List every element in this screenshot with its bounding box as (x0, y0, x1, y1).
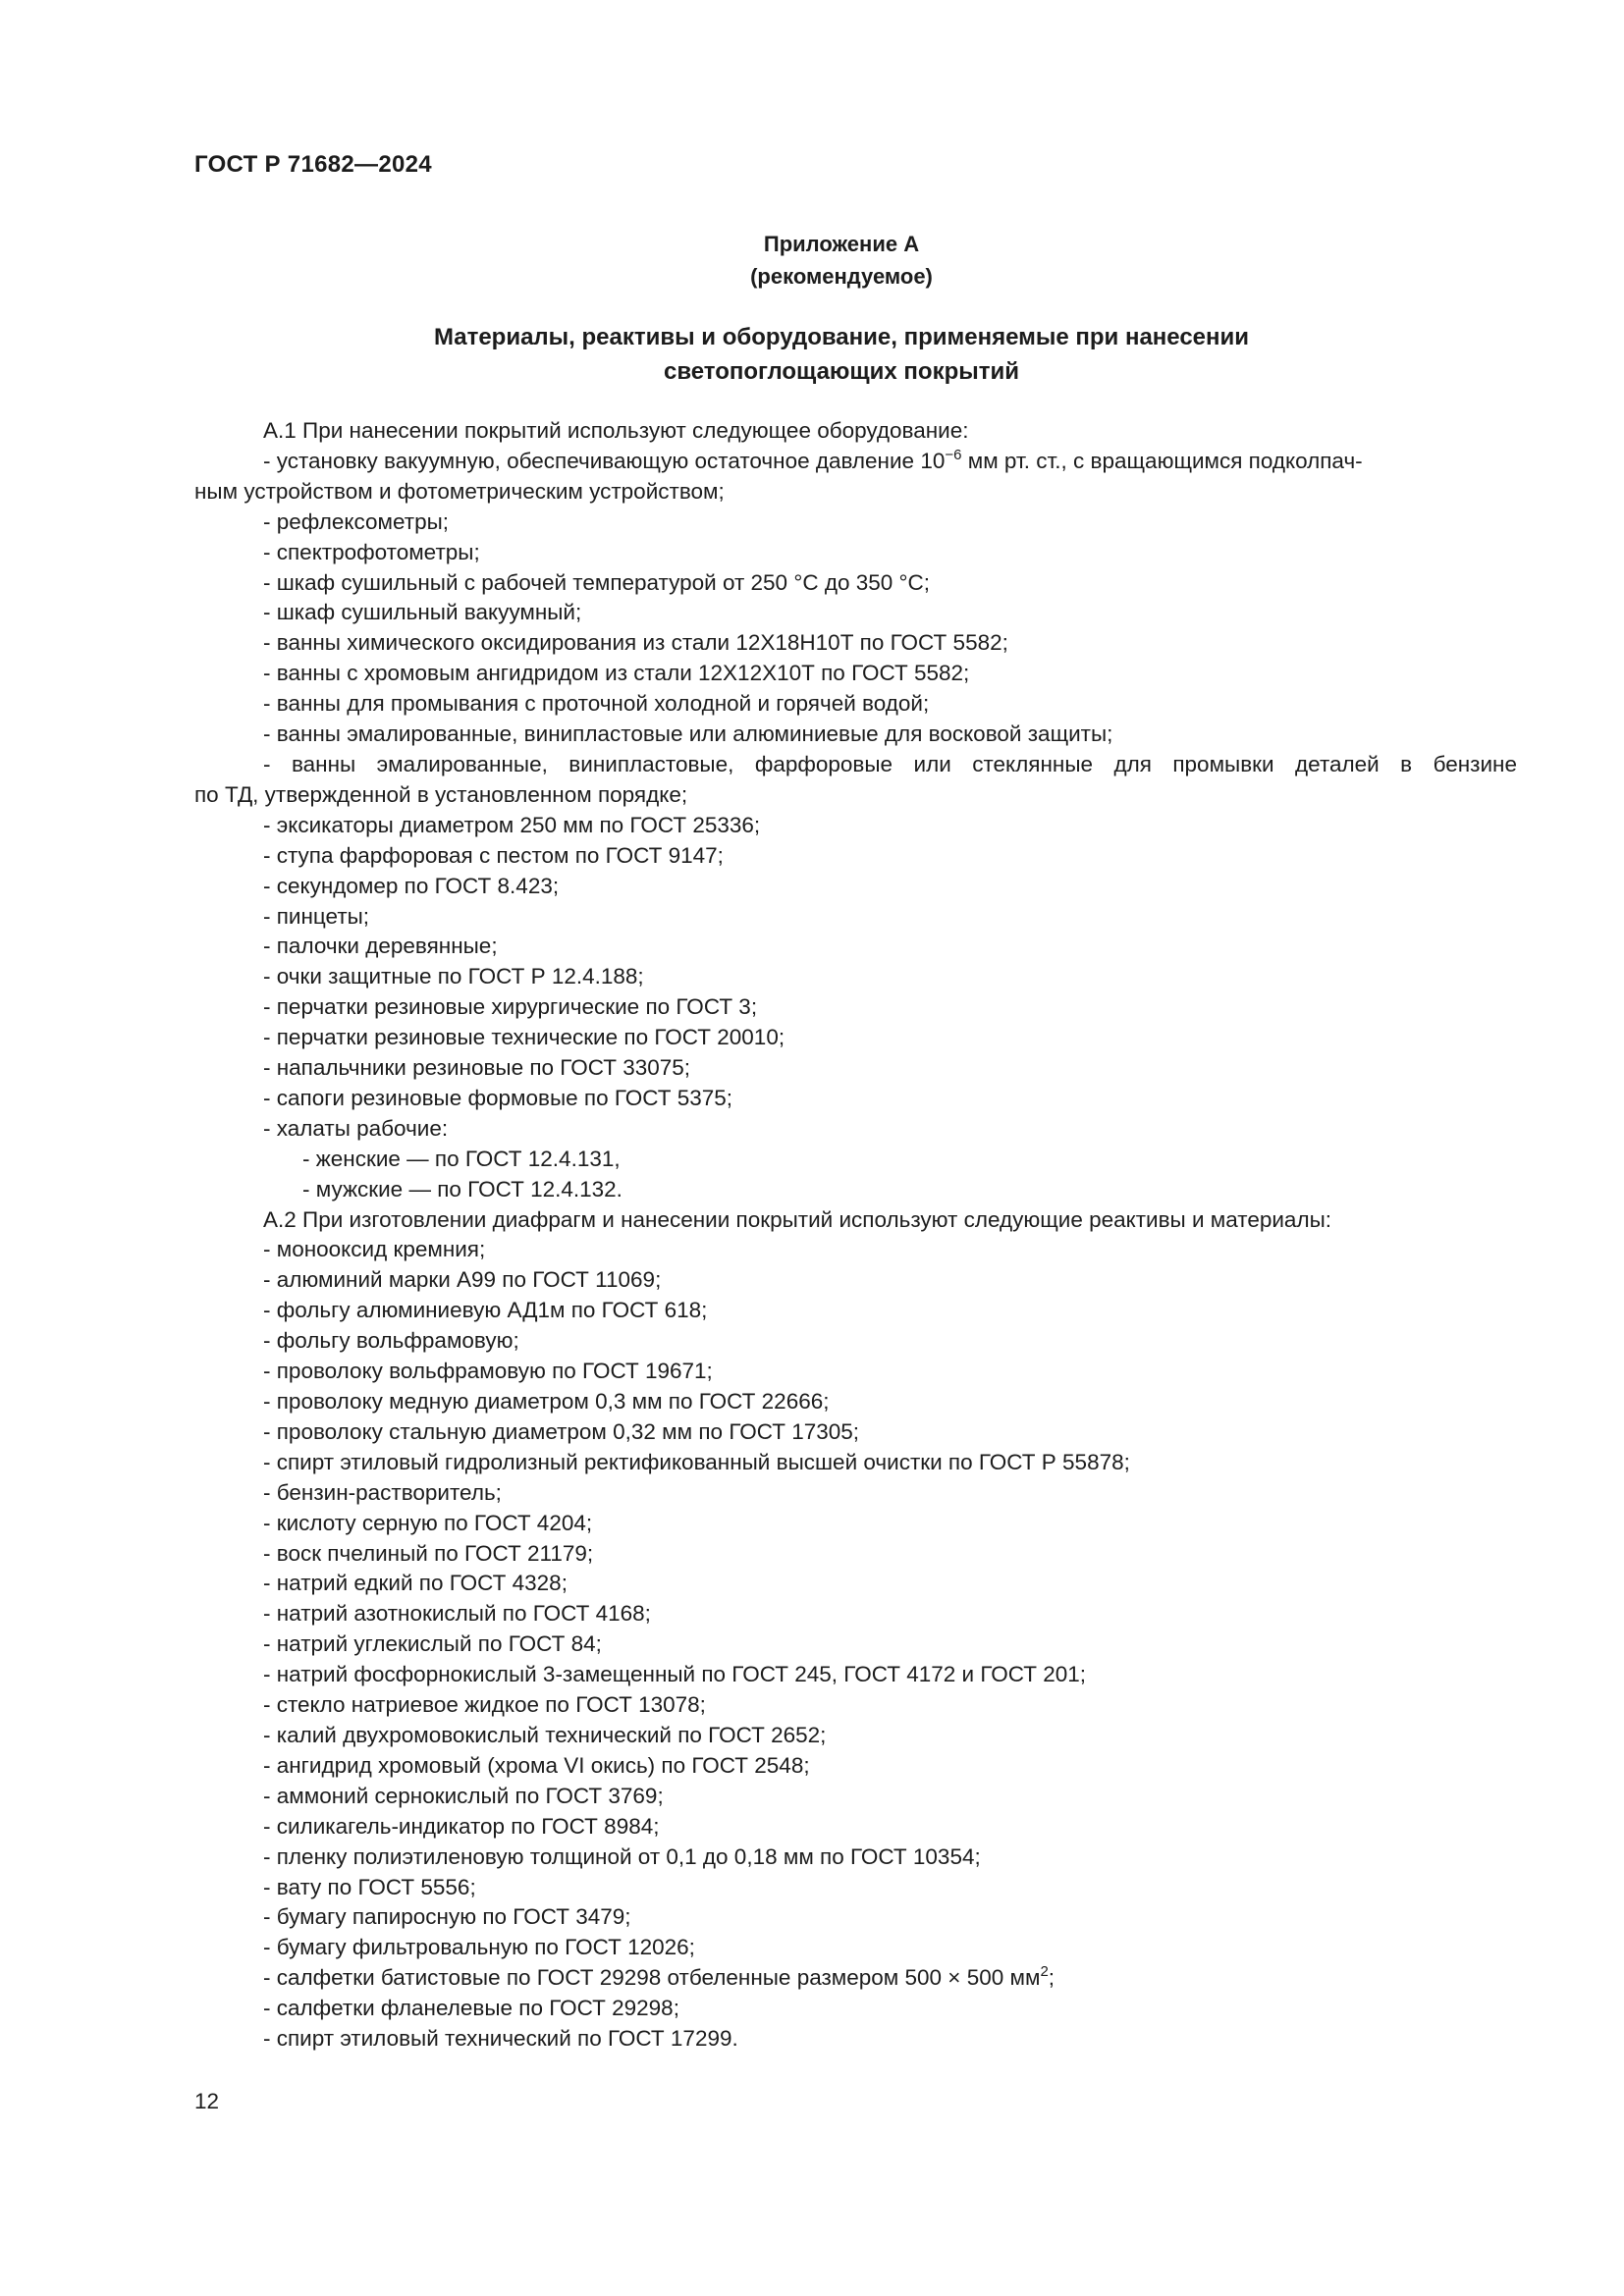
section-a1-intro: А.1 При нанесении покрытий используют следующее оборудование: (263, 418, 969, 443)
list-item: - халаты рабочие: (263, 1115, 449, 1141)
list-item-washing-baths-continuation: по ТД, утвержденной в установленном порядке; (194, 781, 688, 807)
list-item: - ванны химического оксидирования из стали 12Х18Н10Т по ГОСТ 5582; (263, 630, 1008, 656)
list-item: - калий двухромовокислый технический по ГОСТ 2652; (263, 1722, 827, 1747)
materials-list (194, 1235, 1517, 2054)
sublist-item: - женские — по ГОСТ 12.4.131, (302, 1146, 621, 1171)
document-code-header: ГОСТ Р 71682—2024 (194, 151, 432, 178)
list-item: - перчатки резиновые технические по ГОСТ 20010; (263, 1025, 785, 1050)
document-body (194, 416, 1517, 2055)
napkins-text-end: ; (1048, 1965, 1056, 1991)
list-item-vacuum-continuation: ным устройством и фотометрическим устройством; (194, 478, 725, 504)
list-item: - натрий фосфорнокислый 3-замещенный по ГОСТ 245, ГОСТ 4172 и ГОСТ 201; (263, 1662, 1087, 1687)
list-item: - фольгу вольфрамовую; (263, 1328, 519, 1354)
list-item: - натрий углекислый по ГОСТ 84; (263, 1631, 602, 1657)
list-item: - кислоту серную по ГОСТ 4204; (263, 1510, 593, 1535)
list-item: - спектрофотометры; (263, 539, 480, 564)
list-item-vacuum-installation (194, 447, 1517, 477)
list-item: - натрий азотнокислый по ГОСТ 4168; (263, 1601, 651, 1627)
robes-sublist (194, 1145, 1517, 1205)
list-item: - спирт этиловый технический по ГОСТ 17299. (263, 2026, 738, 2052)
appendix-title: Приложение А (763, 232, 920, 256)
list-item: - эксикаторы диаметром 250 мм по ГОСТ 25336; (263, 812, 761, 837)
sublist-item: - мужские — по ГОСТ 12.4.132. (302, 1176, 623, 1201)
list-item-washing-baths: - ванны эмалированные, винипластовые, фарфоровые или стеклянные для промывки деталей в бензине (263, 751, 1517, 776)
vacuum-text-start: - установку вакуумную, обеспечивающую остаточное давление 10 (263, 448, 946, 473)
list-item: - шкаф сушильный вакуумный; (263, 600, 582, 625)
list-item: - аммоний сернокислый по ГОСТ 3769; (263, 1783, 664, 1808)
equipment-list-a (194, 507, 1517, 750)
section-a2-intro: А.2 При изготовлении диафрагм и нанесении покрытий используют следующие реактивы и материалы: (263, 1206, 1331, 1232)
list-item: - рефлексометры; (263, 508, 450, 534)
napkins-exponent: 2 (1040, 1963, 1049, 1981)
list-item: - бумагу папиросную по ГОСТ 3479; (263, 1904, 631, 1930)
equipment-list-b (194, 811, 1517, 1145)
list-item: - спирт этиловый гидролизный ректификованный высшей очистки по ГОСТ Р 55878; (263, 1449, 1130, 1474)
appendix-status: (рекомендуемое) (750, 264, 933, 289)
list-item: - очки защитные по ГОСТ Р 12.4.188; (263, 964, 644, 989)
list-item: - сапоги резиновые формовые по ГОСТ 5375; (263, 1085, 733, 1110)
list-item: - проволоку медную диаметром 0,3 мм по ГОСТ 22666; (263, 1389, 830, 1414)
list-item: - алюминий марки А99 по ГОСТ 11069; (263, 1267, 662, 1293)
vacuum-exponent: −6 (945, 446, 962, 463)
list-item: - бензин-растворитель; (263, 1479, 502, 1505)
list-item: - шкаф сушильный с рабочей температурой от 250 °С до 350 °С; (263, 569, 930, 595)
list-item: - ступа фарфоровая с пестом по ГОСТ 9147; (263, 842, 724, 868)
list-item: - пленку полиэтиленовую толщиной от 0,1 до 0,18 мм по ГОСТ 10354; (263, 1843, 981, 1869)
appendix-heading (0, 228, 1624, 293)
list-item: - салфетки фланелевые по ГОСТ 29298; (263, 1996, 679, 2021)
document-title (0, 320, 1624, 389)
list-item: - проволоку вольфрамовую по ГОСТ 19671; (263, 1359, 713, 1384)
list-item: - ванны эмалированные, винипластовые или алюминиевые для восковой защиты; (263, 721, 1113, 747)
list-item: - силикагель-индикатор по ГОСТ 8984; (263, 1813, 660, 1839)
list-item: - воск пчелиный по ГОСТ 21179; (263, 1540, 594, 1566)
list-item: - проволоку стальную диаметром 0,32 мм по ГОСТ 17305; (263, 1418, 860, 1444)
list-item: - стекло натриевое жидкое по ГОСТ 13078; (263, 1692, 706, 1718)
list-item: - пинцеты; (263, 903, 370, 929)
list-item: - перчатки резиновые хирургические по ГОСТ 3; (263, 994, 758, 1020)
list-item: - палочки деревянные; (263, 934, 498, 959)
list-item: - напальчники резиновые по ГОСТ 33075; (263, 1055, 691, 1081)
napkins-text: - салфетки батистовые по ГОСТ 29298 отбеленные размером 500 × 500 мм (263, 1965, 1041, 1991)
list-item: - бумагу фильтровальную по ГОСТ 12026; (263, 1935, 695, 1960)
list-item: - натрий едкий по ГОСТ 4328; (263, 1571, 568, 1596)
list-item: - секундомер по ГОСТ 8.423; (263, 873, 560, 898)
list-item: - ванны для промывания с проточной холодной и горячей водой; (263, 691, 930, 717)
list-item: - монооксид кремния; (263, 1237, 486, 1262)
list-item-batiste-napkins (194, 1963, 1517, 1994)
list-item: - ванны с хромовым ангидридом из стали 12Х12Х10Т по ГОСТ 5582; (263, 661, 970, 686)
list-item: - ангидрид хромовый (хрома VI окись) по ГОСТ 2548; (263, 1752, 810, 1778)
document-title-line-2: светопоглощающих покрытий (663, 358, 1020, 385)
list-item: - фольгу алюминиевую АД1м по ГОСТ 618; (263, 1298, 708, 1323)
document-title-line-1: Материалы, реактивы и оборудование, применяемые при нанесении (433, 324, 1250, 350)
list-item: - вату по ГОСТ 5556; (263, 1874, 476, 1899)
vacuum-text-end: мм рт. ст., с вращающимся подколпач- (961, 448, 1363, 473)
page-number: 12 (194, 2089, 220, 2113)
